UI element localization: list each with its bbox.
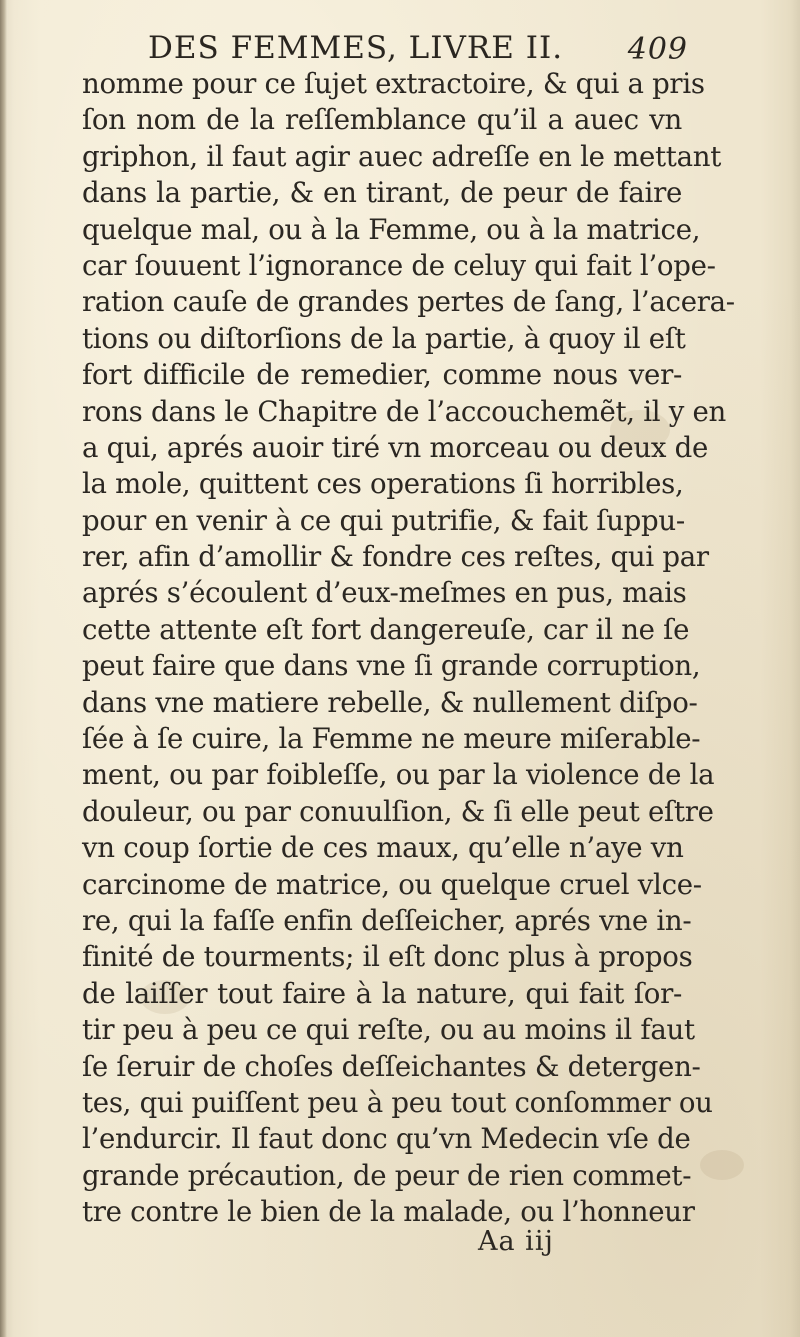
text-line: aprés s’écoulent d’eux-meſmes en pus, mais [82, 576, 687, 610]
text-line: ration cauſe de grandes pertes de ſang, l’acera- [82, 285, 735, 319]
text-line: ment, ou par foibleſſe, ou par la violence de la [82, 758, 715, 792]
text-line: grande précaution, de peur de rien commet- [82, 1158, 692, 1192]
text-line: l’endurcir. Il faut donc qu’vn Medecin vſe de [82, 1122, 691, 1156]
text-line: ſée à ſe cuire, la Femme ne meure miſerable- [82, 722, 701, 756]
text-line: rons dans le Chapitre de l’accouchemẽt, il y en [82, 394, 727, 428]
text-line: tir peu à peu ce qui reſte, ou au moins il faut [82, 1013, 695, 1047]
text-line: a qui, aprés auoir tiré vn morceau ou deux de [82, 430, 709, 464]
text-line: nomme pour ce ſujet extractoire, & qui a pris [82, 67, 705, 100]
page-number: 409 [627, 32, 688, 67]
text-line: cette attente eſt fort dangereuſe, car il ne ſe [82, 612, 690, 646]
text-line: tes, qui puiſſent peu à peu tout conſommer ou [82, 1085, 713, 1119]
running-head-title: DES FEMMES, LIVRE II. [148, 30, 564, 66]
text-line: fort difficile de remedier, comme nous ver- [82, 358, 682, 392]
text-line: la mole, quittent ces operations ſi horribles, [82, 467, 684, 501]
signature-mark: Aa iij [478, 1226, 554, 1257]
paper-stain [700, 1150, 744, 1180]
text-line: rer, afin d’amollir & fondre ces reſtes, qui par [82, 540, 709, 574]
text-line: dans la partie, & en tirant, de peur de faire [82, 176, 682, 210]
text-line: pour en venir à ce qui putrifie, & fait ſuppu- [82, 503, 685, 537]
binding-gutter [0, 0, 7, 1337]
text-line: carcinome de matrice, ou quelque cruel vlce- [82, 867, 702, 901]
text-line: vn coup ſortie de ces maux, qu’elle n’aye vn [82, 831, 684, 865]
text-line: peut faire que dans vne ſi grande corruption, [82, 649, 701, 683]
text-line: ſe ſeruir de choſes deſſeichantes & detergen- [82, 1049, 701, 1083]
text-line: finité de tourments; il eſt donc plus à propos [82, 940, 693, 974]
text-line: douleur, ou par conuulſion, & ſi elle peut eſtre [82, 794, 714, 828]
body-text [82, 66, 735, 1231]
text-line: griphon, il faut agir auec adreſſe en le mettant [82, 139, 721, 173]
text-line: ſon nom de la reſſemblance qu’il a auec vn [82, 103, 682, 137]
text-line: dans vne matiere rebelle, & nullement diſpo- [82, 685, 698, 719]
text-line: car ſouuent l’ignorance de celuy qui fait l’ope- [82, 248, 716, 282]
text-line: tions ou diſtorſions de la partie, à quoy il eſt [82, 321, 686, 355]
text-line: tre contre le bien de la malade, ou l’honneur [82, 1195, 695, 1229]
text-line: re, qui la faſſe enfin deſſeicher, aprés vne in- [82, 903, 692, 937]
text-line: quelque mal, ou à la Femme, ou à la matrice, [82, 212, 701, 246]
text-line: de laiſſer tout faire à la nature, qui fait ſor- [82, 976, 682, 1010]
